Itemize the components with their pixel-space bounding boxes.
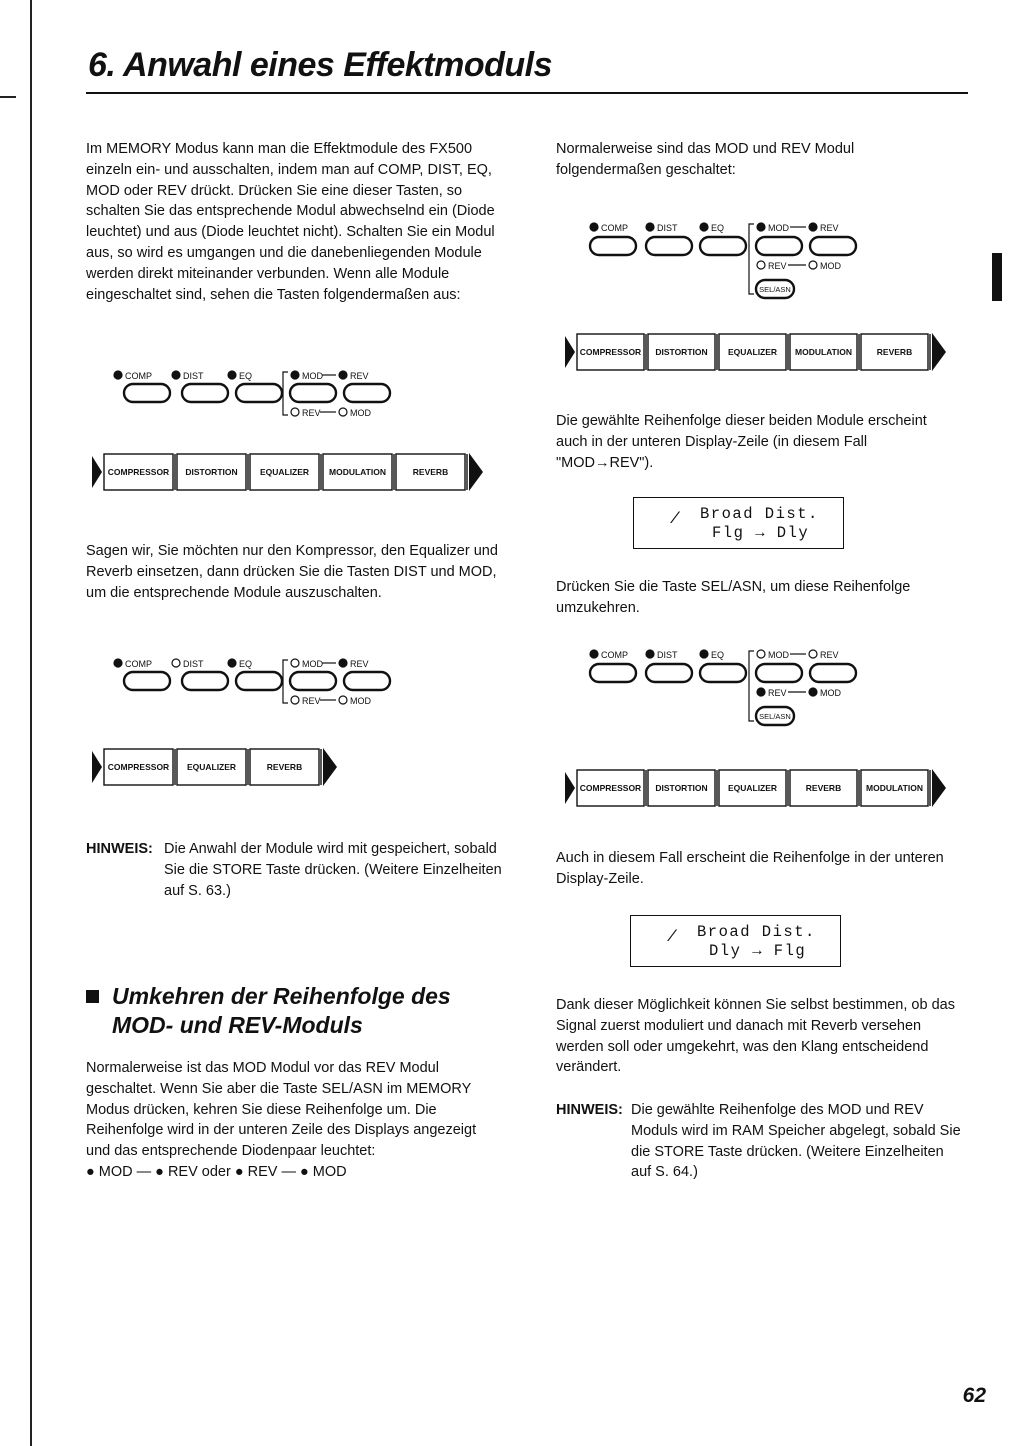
comp-led — [590, 223, 598, 231]
rev-led — [339, 371, 347, 379]
right-conclusion-paragraph: Dank dieser Möglichkeit können Sie selbst bestimmen, ob das Signal zuerst moduliert und danach mit Reverb versehen werden soll oder umgekehrt, was den Klang entscheidend verändert. — [556, 997, 955, 1076]
route-bracket — [749, 224, 754, 294]
mod-label: MOD — [302, 659, 323, 669]
rev-alt-led — [757, 688, 765, 696]
chain-module-label: DISTORTION — [655, 347, 708, 357]
mod-led — [291, 659, 299, 667]
chain-module-label: REVERB — [412, 467, 449, 477]
rev-alt-led — [757, 261, 765, 269]
chain-diagram-reduced — [92, 745, 372, 789]
eq-led — [700, 223, 708, 231]
chain-module-box — [250, 749, 321, 785]
comp-led — [590, 650, 598, 658]
eq-led — [228, 371, 236, 379]
chain-output-arrow — [932, 333, 946, 371]
mod-alt-led — [339, 408, 347, 416]
mod-button — [756, 664, 802, 682]
dist-label: DIST — [657, 650, 678, 660]
chain-module-label: EQUALIZER — [259, 467, 310, 477]
button-panel-all-on — [86, 362, 506, 424]
mod-button — [290, 384, 336, 402]
chain-module-box — [790, 334, 859, 370]
chain-diagram-all — [92, 450, 496, 494]
dist-label: DIST — [657, 223, 678, 233]
dist-led — [646, 223, 654, 231]
rev-label: REV — [820, 650, 839, 660]
chain-module-label: MODULATION — [329, 467, 386, 477]
chain-module-box — [577, 334, 646, 370]
chain-module-label: REVERB — [266, 762, 303, 772]
chain-module-label: EQUALIZER — [186, 762, 237, 772]
chain-output-arrow — [932, 769, 946, 807]
section-bullet — [86, 990, 99, 1003]
mod-led — [757, 223, 765, 231]
chain-input-arrow — [565, 336, 575, 368]
rev-led — [339, 659, 347, 667]
eq-label: EQ — [239, 371, 253, 381]
binder-line — [30, 0, 32, 1446]
chain-diagram-normal — [565, 330, 961, 374]
eq-button — [700, 237, 746, 255]
comp-led — [114, 371, 122, 379]
dist-led — [172, 659, 180, 667]
page-title: 6. Anwahl eines Effektmoduls — [88, 46, 553, 84]
section-heading-line-1: Umkehren der Reihenfolge des — [112, 983, 451, 1009]
chain-module-label: EQUALIZER — [727, 347, 778, 357]
binder-tick — [0, 96, 16, 98]
rev-button — [344, 672, 390, 690]
left-note-text: Die Anwahl der Module wird mit gespeichert, sobald Sie die STORE Taste drücken. (Weitere Einzelheiten auf S. 63.) — [164, 841, 502, 899]
dist-button — [182, 672, 228, 690]
rev-alt-led — [291, 696, 299, 704]
right-also-paragraph: Auch in diesem Fall erscheint die Reihenfolge in der unteren Display-Zeile. — [556, 850, 944, 887]
comp-button — [590, 237, 636, 255]
comp-label: COMP — [125, 371, 152, 381]
dist-button — [646, 664, 692, 682]
section-paragraph: Normalerweise ist das MOD Modul vor das REV Modul geschaltet. Wenn Sie aber die Taste SEL/ASN im MEMORY Modus drücken, kehren Sie diese Reihenfolge um. Die Reihenfolge wird in der unteren Zeile des Displays angezeigt und das entsprechende Diodenpaar leuchtet: — [86, 1060, 477, 1160]
dist-label: DIST — [183, 371, 204, 381]
rev-alt-led — [291, 408, 299, 416]
page-number: 62 — [962, 1384, 986, 1407]
chain-output-arrow — [469, 453, 483, 491]
lcd-line-1: Broad Dist. — [697, 923, 816, 941]
route-bracket — [283, 372, 288, 415]
chain-module-label: EQUALIZER — [727, 783, 778, 793]
right-display-paragraph: Die gewählte Reihenfolge dieser beiden Module erscheint auch in der unteren Display-Zeile (in diesem Fall "MOD→REV"). — [556, 413, 927, 471]
eq-label: EQ — [711, 223, 725, 233]
chain-module-box — [790, 770, 859, 806]
mod-button — [290, 672, 336, 690]
chain-input-arrow — [92, 456, 102, 488]
chain-module-label: COMPRESSOR — [107, 762, 170, 772]
mod-alt-label: MOD — [350, 408, 371, 418]
chain-output-arrow — [323, 748, 337, 786]
section-last-line: ● MOD — ● REV oder ● REV — ● MOD — [86, 1164, 347, 1180]
rev-led — [809, 650, 817, 658]
dist-button — [646, 237, 692, 255]
chain-module-box — [648, 770, 717, 806]
chain-module-box — [323, 454, 394, 490]
mod-alt-label: MOD — [350, 696, 371, 706]
chain-module-box — [577, 770, 646, 806]
sel-asn-label: SEL/ASN — [759, 712, 791, 721]
lcd-display-mod-rev — [633, 497, 844, 549]
lcd-line-2: Flg → Dly — [712, 524, 810, 542]
lcd-cursor: / — [670, 510, 680, 528]
sel-asn-label: SEL/ASN — [759, 285, 791, 294]
rev-alt-label: REV — [768, 688, 787, 698]
mod-label: MOD — [302, 371, 323, 381]
mod-label: MOD — [768, 650, 789, 660]
chain-input-arrow — [92, 751, 102, 783]
chain-module-box — [104, 454, 175, 490]
comp-led — [114, 659, 122, 667]
mod-button — [756, 237, 802, 255]
rev-alt-label: REV — [302, 408, 321, 418]
rev-button — [344, 384, 390, 402]
chain-module-box — [250, 454, 321, 490]
button-panel-mod-rev — [586, 216, 866, 302]
comp-button — [590, 664, 636, 682]
chain-module-box — [177, 749, 248, 785]
comp-label: COMP — [601, 650, 628, 660]
lcd-display-rev-mod — [630, 915, 841, 967]
chapter-edge-marker — [992, 253, 1002, 301]
eq-led — [700, 650, 708, 658]
eq-button — [236, 384, 282, 402]
title-rule — [86, 92, 968, 94]
chain-module-label: MODULATION — [866, 783, 923, 793]
lcd-cursor: / — [667, 928, 677, 946]
left-note-label: HINWEIS: — [86, 841, 153, 857]
right-note-label: HINWEIS: — [556, 1102, 623, 1118]
dist-button — [182, 384, 228, 402]
chain-module-label: REVERB — [805, 783, 842, 793]
mod-alt-led — [339, 696, 347, 704]
comp-button — [124, 384, 170, 402]
chain-module-box — [648, 334, 717, 370]
chain-module-label: DISTORTION — [655, 783, 708, 793]
rev-led — [809, 223, 817, 231]
rev-button — [810, 664, 856, 682]
lcd-line-1: Broad Dist. — [700, 505, 819, 523]
mod-alt-led — [809, 688, 817, 696]
comp-label: COMP — [125, 659, 152, 669]
left-intro-paragraph: Im MEMORY Modus kann man die Effektmodule des FX500 einzeln ein- und ausschalten, indem man auf COMP, DIST, EQ, MOD oder REV drückt. Drücken Sie eine dieser Tasten, so schalten Sie das entsprechende Modul abwechselnd ein (Diode leuchtet) und aus (Diode leuchtet nicht). Schalten Sie ein Modul aus, so wird es umgangen und die danebenliegenden Module werden direkt miteinander verbunden. Wenn alle Module eingeschaltet sind, sehen die Tasten folgendermaßen aus: — [86, 141, 495, 303]
mod-alt-led — [809, 261, 817, 269]
chain-module-box — [104, 749, 175, 785]
mod-alt-label: MOD — [820, 261, 841, 271]
eq-button — [236, 672, 282, 690]
chain-module-box — [861, 770, 930, 806]
chain-module-label: COMPRESSOR — [107, 467, 170, 477]
route-bracket — [749, 651, 754, 721]
rev-button — [810, 237, 856, 255]
section-heading — [112, 982, 512, 1040]
mod-led — [757, 650, 765, 658]
eq-button — [700, 664, 746, 682]
button-panel-rev-mod — [586, 643, 866, 729]
dist-led — [172, 371, 180, 379]
mod-led — [291, 371, 299, 379]
chain-module-label: DISTORTION — [185, 467, 238, 477]
button-panel-dist-mod-off — [86, 650, 506, 712]
comp-button — [124, 672, 170, 690]
right-note-text: Die gewählte Reihenfolge des MOD und REV Moduls wird im RAM Speicher abgelegt, sobald Sie die STORE Taste drücken. (Weitere Einzelheiten auf S. 64.) — [631, 1102, 961, 1181]
chain-module-box — [719, 770, 788, 806]
dist-led — [646, 650, 654, 658]
chain-module-label: COMPRESSOR — [579, 347, 642, 357]
mod-alt-label: MOD — [820, 688, 841, 698]
eq-label: EQ — [711, 650, 725, 660]
chain-module-box — [396, 454, 467, 490]
chain-module-label: COMPRESSOR — [579, 783, 642, 793]
rev-label: REV — [350, 659, 369, 669]
chain-module-box — [861, 334, 930, 370]
chain-input-arrow — [565, 772, 575, 804]
route-bracket — [283, 660, 288, 703]
rev-label: REV — [350, 371, 369, 381]
chain-diagram-reversed — [565, 766, 961, 810]
left-example-paragraph: Sagen wir, Sie möchten nur den Kompressor, den Equalizer und Reverb einsetzen, dann drücken Sie die Tasten DIST und MOD, um die entsprechende Module auszuschalten. — [86, 543, 498, 601]
section-heading-line-2: MOD- und REV-Moduls — [112, 1012, 363, 1038]
chain-module-box — [719, 334, 788, 370]
dist-label: DIST — [183, 659, 204, 669]
mod-label: MOD — [768, 223, 789, 233]
rev-alt-label: REV — [768, 261, 787, 271]
eq-label: EQ — [239, 659, 253, 669]
lcd-line-2: Dly → Flg — [709, 942, 807, 960]
comp-label: COMP — [601, 223, 628, 233]
chain-module-label: MODULATION — [795, 347, 852, 357]
rev-label: REV — [820, 223, 839, 233]
chain-module-box — [177, 454, 248, 490]
chain-module-label: REVERB — [876, 347, 913, 357]
eq-led — [228, 659, 236, 667]
right-intro-paragraph: Normalerweise sind das MOD und REV Modul folgendermaßen geschaltet: — [556, 141, 855, 178]
right-press-paragraph: Drücken Sie die Taste SEL/ASN, um diese Reihenfolge umzukehren. — [556, 579, 911, 616]
rev-alt-label: REV — [302, 696, 321, 706]
